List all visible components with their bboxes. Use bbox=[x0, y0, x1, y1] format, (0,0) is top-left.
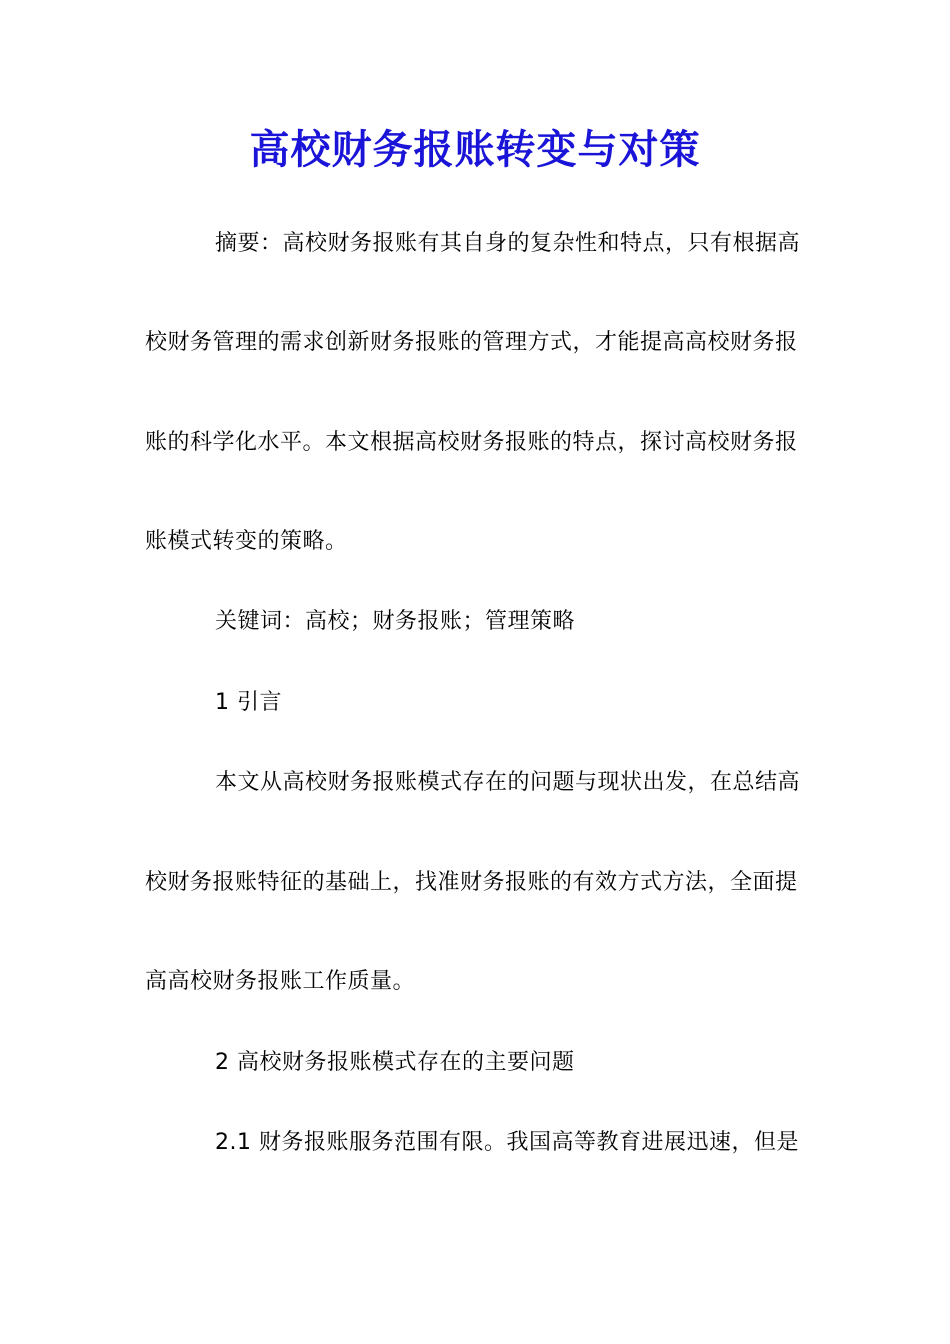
abstract-line-1: 摘要：高校财务报账有其自身的复杂性和特点，只有根据高 bbox=[215, 231, 801, 256]
intro-line-2: 校财务报账特征的基础上，找准财务报账的有效方式方法，全面提 bbox=[145, 870, 798, 895]
abstract-line-4: 账模式转变的策略。 bbox=[145, 529, 348, 554]
section-heading-1: 1 引言 bbox=[215, 690, 282, 715]
subsection-line-2-1: 2.1 财务报账服务范围有限。我国高等教育进展迅速，但是 bbox=[215, 1130, 799, 1155]
keywords-line: 关键词：高校；财务报账；管理策略 bbox=[215, 609, 576, 634]
intro-line-1: 本文从高校财务报账模式存在的问题与现状出发，在总结高 bbox=[215, 770, 801, 795]
abstract-line-3: 账的科学化水平。本文根据高校财务报账的特点，探讨高校财务报 bbox=[145, 430, 798, 455]
abstract-line-2: 校财务管理的需求创新财务报账的管理方式，才能提高高校财务报 bbox=[145, 330, 798, 355]
section-heading-2: 2 高校财务报账模式存在的主要问题 bbox=[215, 1050, 575, 1075]
intro-line-3: 高高校财务报账工作质量。 bbox=[145, 969, 416, 994]
document-title: 高校财务报账转变与对策 bbox=[249, 126, 701, 173]
